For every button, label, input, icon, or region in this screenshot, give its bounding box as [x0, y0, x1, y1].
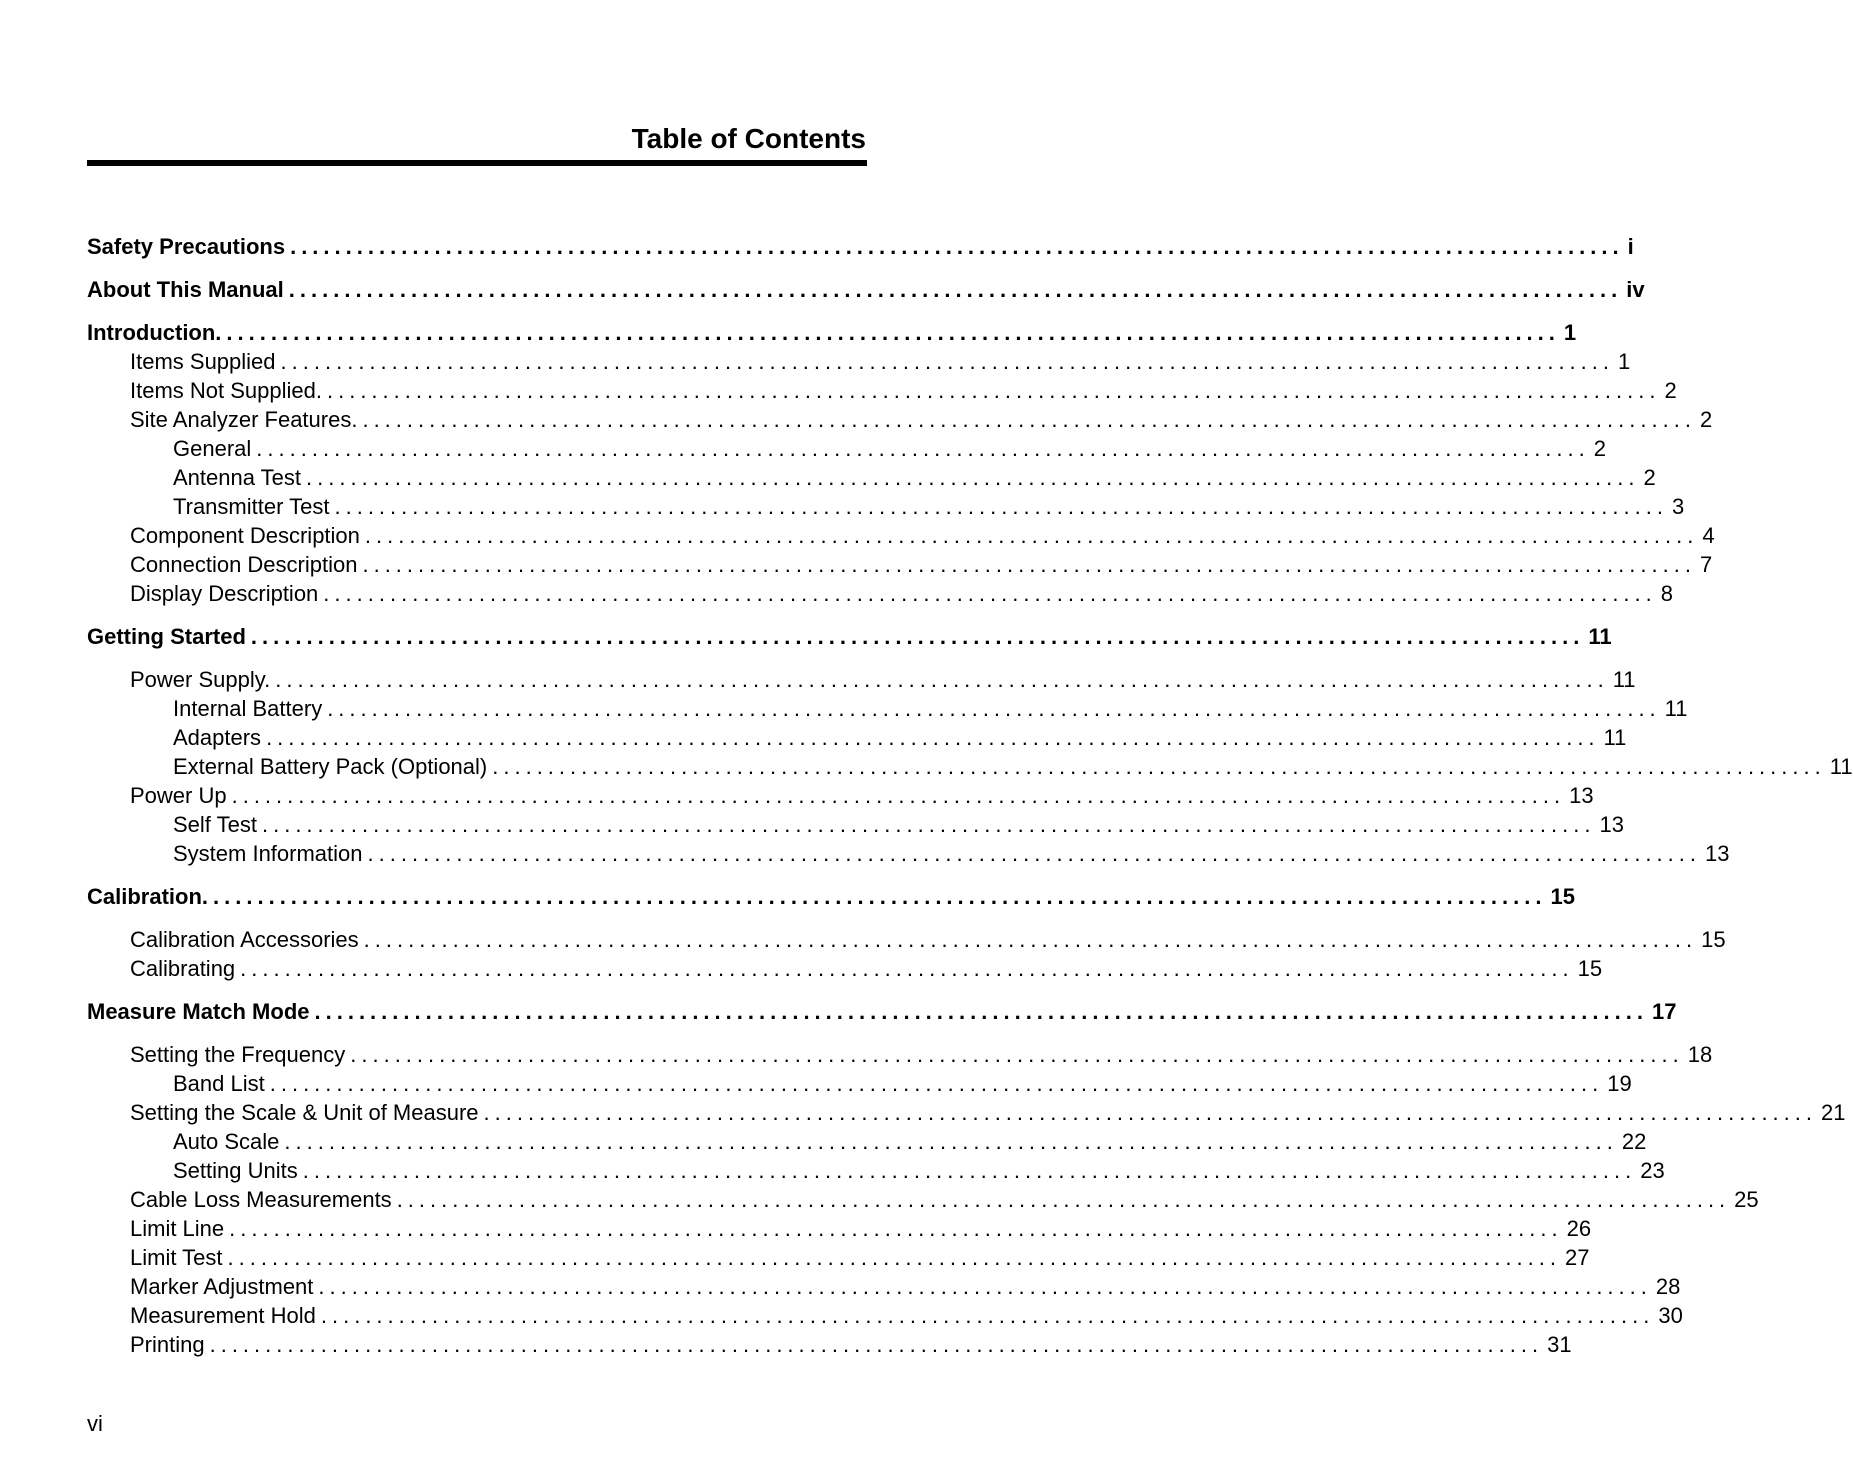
page-title: Table of Contents	[631, 123, 866, 154]
toc-entry	[87, 1301, 1683, 1330]
toc-entry	[87, 1330, 1572, 1359]
toc-entry-title: Adapters	[173, 725, 262, 750]
table-of-contents	[87, 232, 1853, 1359]
toc-dot-leader: ........................................................................................................................	[250, 624, 1585, 649]
toc-entry-page: 11	[1664, 696, 1688, 721]
toc-dot-leader: ........................................................................................................................	[367, 841, 1701, 866]
title-rule	[87, 160, 867, 166]
toc-entry-title: Internal Battery	[173, 696, 323, 721]
toc-entry-page: 3	[1671, 494, 1685, 519]
toc-entry-page: 28	[1655, 1274, 1681, 1299]
toc-entry-page: 26	[1566, 1216, 1592, 1241]
toc-entry	[87, 665, 1636, 694]
toc-entry	[87, 550, 1713, 579]
toc-entry-title: Display Description	[130, 581, 319, 606]
toc-entry-page: 17	[1651, 999, 1677, 1024]
toc-entry-title: Items Not Supplied.	[130, 378, 322, 403]
toc-entry-page: 2	[1643, 465, 1656, 490]
toc-entry	[87, 1098, 1846, 1127]
toc-entry-page: 13	[1705, 841, 1730, 866]
toc-entry-title: System Information	[173, 841, 363, 866]
toc-entry-title: Calibration.	[87, 884, 209, 909]
toc-entry	[87, 1156, 1665, 1185]
toc-entry	[87, 232, 1634, 261]
toc-entry-page: 15	[1550, 884, 1575, 909]
toc-entry-page: 25	[1734, 1187, 1759, 1212]
toc-dot-leader: ........................................................................................................................	[227, 1245, 1561, 1270]
toc-entry	[87, 492, 1685, 521]
toc-entry-title: External Battery Pack (Optional)	[173, 754, 488, 779]
toc-entry-page: 11	[1603, 725, 1627, 750]
toc-entry	[87, 954, 1603, 983]
toc-entry-page: 22	[1621, 1129, 1647, 1154]
toc-dot-leader: ........................................................................................................................	[275, 667, 1609, 692]
toc-dot-leader: ........................................................................................................................	[213, 884, 1547, 909]
toc-entry	[87, 1185, 1759, 1214]
toc-entry	[87, 925, 1726, 954]
toc-entry-page: 30	[1658, 1303, 1683, 1328]
toc-entry-title: Auto Scale	[173, 1129, 280, 1154]
toc-entry-page: 19	[1607, 1071, 1632, 1096]
toc-entry-page: 8	[1660, 581, 1674, 606]
toc-entry-title: Limit Test	[130, 1245, 223, 1270]
toc-dot-leader: ........................................................................................................................	[362, 407, 1696, 432]
toc-dot-leader: ........................................................................................................................	[256, 436, 1590, 461]
toc-entry-page: 11	[1612, 667, 1636, 692]
toc-dot-leader: ........................................................................................................................	[364, 523, 1699, 548]
toc-entry-page: 11	[1829, 754, 1853, 779]
toc-dot-leader: ........................................................................................................................	[492, 754, 1826, 779]
toc-dot-leader: ........................................................................................................................	[320, 1303, 1655, 1328]
toc-entry-title: Introduction.	[87, 320, 222, 345]
toc-entry-title: Setting the Scale & Unit of Measure	[130, 1100, 479, 1125]
toc-entry	[87, 839, 1730, 868]
toc-entry	[87, 463, 1656, 492]
toc-entry-title: Connection Description	[130, 552, 358, 577]
toc-entry-page: 18	[1687, 1042, 1713, 1067]
toc-entry-title: Calibration Accessories	[130, 927, 359, 952]
toc-entry-page: 1	[1563, 320, 1577, 345]
toc-dot-leader: ........................................................................................................................	[280, 349, 1615, 374]
toc-dot-leader: ........................................................................................................................	[261, 812, 1596, 837]
toc-entry-page: 15	[1701, 927, 1726, 952]
toc-dot-leader: ........................................................................................................................	[306, 465, 1640, 490]
toc-dot-leader: ........................................................................................................................	[226, 320, 1560, 345]
toc-entry	[87, 1069, 1632, 1098]
toc-entry	[87, 405, 1713, 434]
toc-entry-title: Marker Adjustment	[130, 1274, 314, 1299]
toc-entry	[87, 997, 1677, 1026]
toc-entry-page: 13	[1569, 783, 1594, 808]
toc-entry	[87, 752, 1853, 781]
toc-entry-page: 27	[1565, 1245, 1590, 1270]
toc-entry	[87, 694, 1688, 723]
toc-dot-leader: ........................................................................................................................	[290, 234, 1624, 259]
toc-entry-page: 2	[1593, 436, 1607, 461]
toc-dot-leader: ........................................................................................................................	[266, 725, 1600, 750]
toc-dot-leader: ........................................................................................................................	[284, 1129, 1618, 1154]
toc-entry-title: Calibrating	[130, 956, 236, 981]
toc-entry-title: Component Description	[130, 523, 360, 548]
page-number: vi	[87, 1411, 103, 1436]
toc-dot-leader: ........................................................................................................................	[288, 277, 1623, 302]
toc-entry-page: 21	[1821, 1100, 1846, 1125]
toc-entry	[87, 1127, 1647, 1156]
toc-entry-page: 13	[1599, 812, 1624, 837]
toc-entry	[87, 521, 1715, 550]
toc-entry-title: Measure Match Mode	[87, 999, 310, 1024]
toc-entry	[87, 1272, 1681, 1301]
toc-entry-page: 2	[1699, 407, 1713, 432]
toc-entry	[87, 882, 1575, 911]
toc-dot-leader: ........................................................................................................................	[323, 581, 1657, 606]
toc-entry-title: Power Supply.	[130, 667, 271, 692]
toc-entry-page: 4	[1702, 523, 1715, 548]
toc-dot-leader: ........................................................................................................................	[396, 1187, 1731, 1212]
toc-entry-title: General	[173, 436, 252, 461]
toc-dot-leader: ........................................................................................................................	[362, 552, 1696, 577]
toc-entry-title: Antenna Test	[173, 465, 302, 490]
toc-entry	[87, 781, 1594, 810]
toc-entry-title: Transmitter Test	[173, 494, 330, 519]
toc-entry-title: About This Manual	[87, 277, 284, 302]
toc-entry-page: 1	[1618, 349, 1631, 374]
toc-entry-page: 7	[1699, 552, 1713, 577]
toc-entry-title: Items Supplied	[130, 349, 276, 374]
toc-entry	[87, 1214, 1592, 1243]
toc-dot-leader: ........................................................................................................................	[350, 1042, 1684, 1067]
toc-entry-title: Limit Line	[130, 1216, 225, 1241]
toc-dot-leader: ........................................................................................................................	[229, 1216, 1563, 1241]
toc-entry-title: Site Analyzer Features.	[130, 407, 358, 432]
toc-entry-page: 2	[1664, 378, 1677, 403]
toc-dot-leader: ........................................................................................................................	[334, 494, 1668, 519]
toc-entry-title: Measurement Hold	[130, 1303, 316, 1328]
toc-entry	[87, 347, 1631, 376]
toc-entry	[87, 723, 1627, 752]
toc-entry	[87, 376, 1677, 405]
toc-entry-title: Cable Loss Measurements	[130, 1187, 392, 1212]
toc-entry	[87, 1243, 1590, 1272]
toc-dot-leader: ........................................................................................................................	[231, 783, 1566, 808]
toc-entry-page: 23	[1640, 1158, 1665, 1183]
toc-entry-title: Setting Units	[173, 1158, 298, 1183]
toc-entry-page: i	[1627, 234, 1634, 259]
toc-entry-title: Power Up	[130, 783, 227, 808]
toc-entry	[87, 1040, 1713, 1069]
toc-entry-page: 15	[1577, 956, 1603, 981]
toc-dot-leader: ........................................................................................................................	[483, 1100, 1818, 1125]
toc-dot-leader: ........................................................................................................................	[269, 1071, 1604, 1096]
toc-dot-leader: ........................................................................................................................	[318, 1274, 1652, 1299]
toc-entry-page: iv	[1626, 277, 1645, 302]
toc-dot-leader: ........................................................................................................................	[240, 956, 1574, 981]
toc-entry-page: 31	[1547, 1332, 1572, 1357]
toc-entry	[87, 622, 1612, 651]
toc-entry	[87, 318, 1577, 347]
toc-entry	[87, 275, 1645, 304]
toc-entry	[87, 434, 1607, 463]
toc-entry-title: Self Test	[173, 812, 257, 837]
toc-entry-title: Getting Started	[87, 624, 246, 649]
toc-dot-leader: ........................................................................................................................	[363, 927, 1698, 952]
toc-entry	[87, 579, 1674, 608]
toc-entry-title: Safety Precautions	[87, 234, 286, 259]
toc-dot-leader: ........................................................................................................................	[302, 1158, 1637, 1183]
toc-dot-leader: ........................................................................................................................	[326, 378, 1661, 403]
toc-dot-leader: ........................................................................................................................	[209, 1332, 1544, 1357]
toc-entry-title: Printing	[130, 1332, 205, 1357]
toc-entry	[87, 810, 1624, 839]
toc-entry-title: Setting the Frequency	[130, 1042, 346, 1067]
toc-entry-page: 11	[1588, 624, 1612, 649]
toc-dot-leader: ........................................................................................................................	[327, 696, 1661, 721]
toc-dot-leader: ........................................................................................................................	[314, 999, 1648, 1024]
toc-entry-title: Band List	[173, 1071, 265, 1096]
